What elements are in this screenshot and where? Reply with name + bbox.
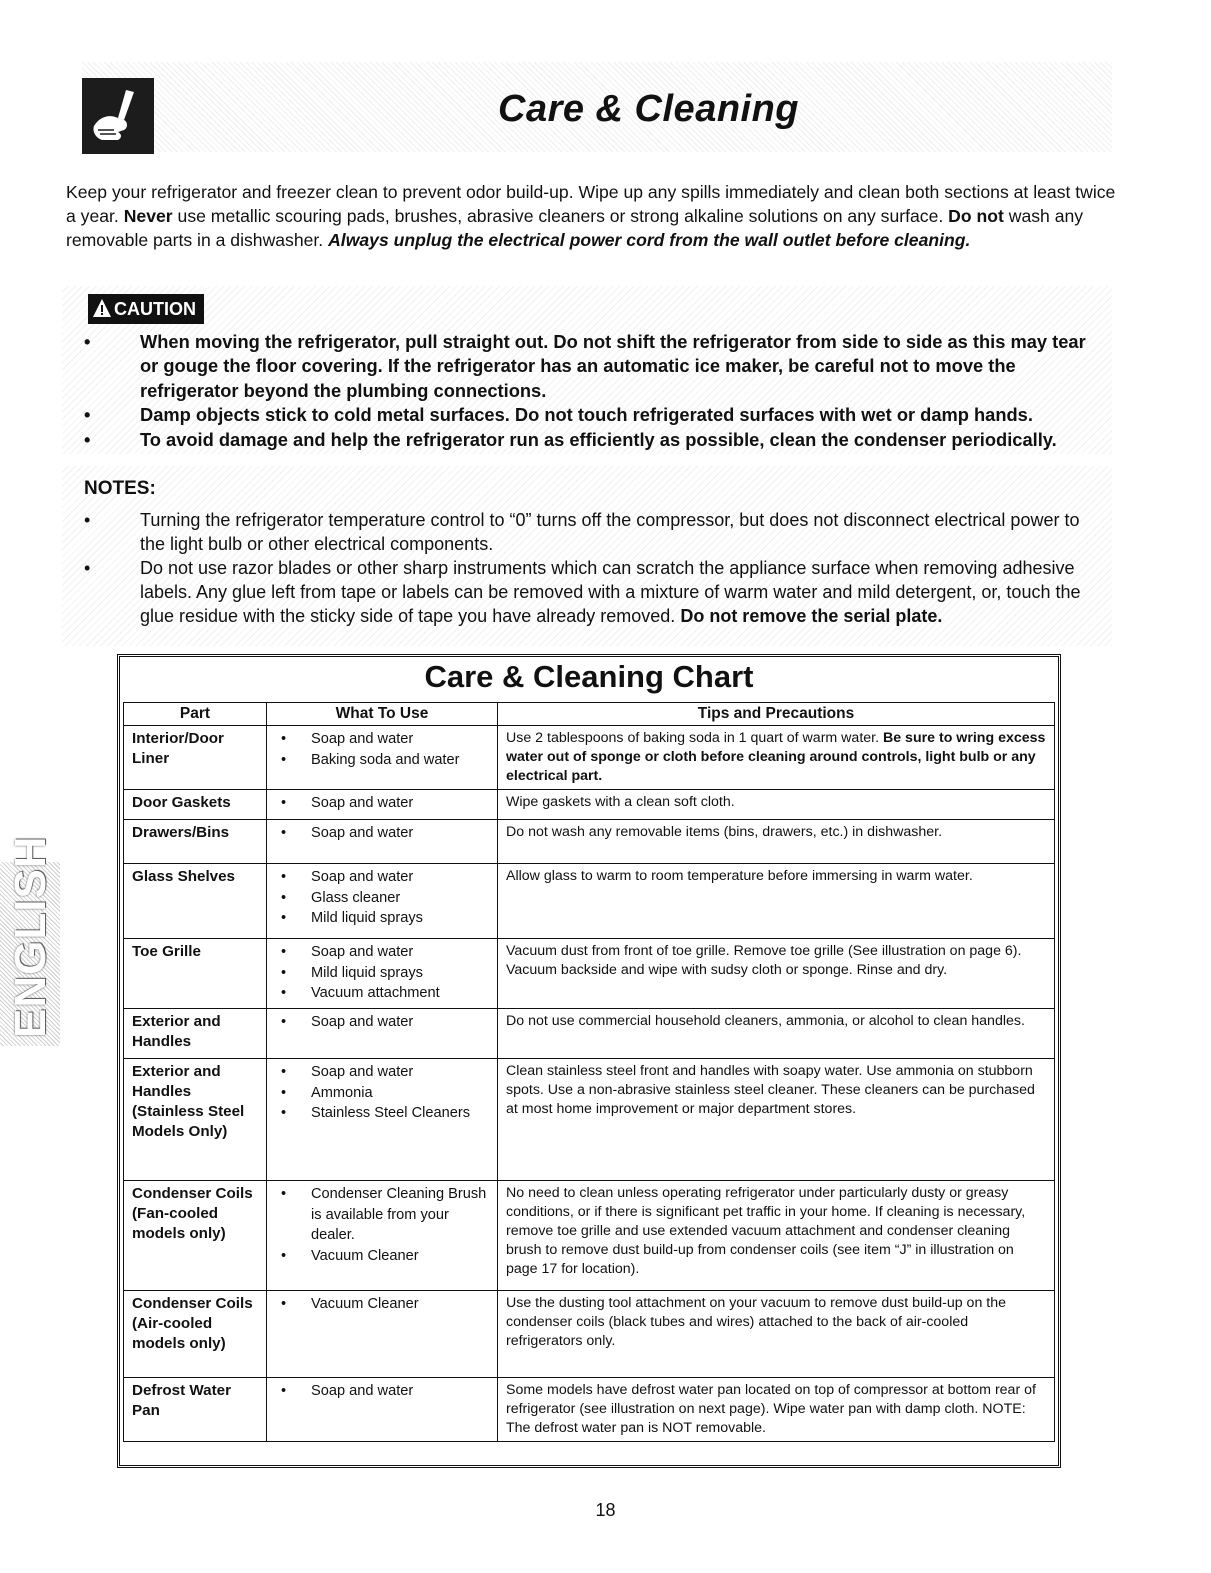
caution-label: CAUTION [114, 299, 196, 319]
use-item: • Soap and water [279, 1062, 489, 1083]
table-row [124, 1059, 1055, 1181]
table-body [124, 726, 1055, 1442]
what-to-use-cell [267, 726, 498, 790]
tips-text: Clean stainless steel front and handles with soapy water. Use ammonia on stubborn spots. Use a non-abrasive stainless steel cleaner. These cleaners can be purchased at most home improvement or major department stores. [506, 1063, 1035, 1117]
intro-text-1: Keep your refrigerator and freezer clean to prevent odor build-up. Wipe up any spills immediately and clean both sections at least twice a year. [66, 182, 1116, 226]
what-to-use-cell [267, 790, 498, 820]
tips-text: Some models have defrost water pan located on top of compressor at bottom rear of refrigerator (see illustration on next page). Wipe water pan with damp cloth. NOTE: The defrost water pan is NOT removable. [506, 1382, 1036, 1436]
use-item: • Mild liquid sprays [279, 963, 489, 984]
warning-triangle-icon [92, 298, 112, 318]
intro-do-not: Do not [948, 206, 1004, 226]
tips-text: Do not wash any removable items (bins, drawers, etc.) in dishwasher. [506, 824, 943, 840]
note-item: • Do not use razor blades or other sharp instruments which can scratch the appliance surface when removing adhesive labels. Any glue left from tape or labels can be removed with a mixture of warm water and mild detergent, or, touch the glue residue with the sticky side of tape you have already removed. Do not remove the serial plate. [84, 558, 1081, 626]
table-row [124, 1291, 1055, 1378]
use-item: • Condenser Cleaning Brush is available from your dealer. [279, 1184, 489, 1246]
language-side-tab [0, 835, 60, 1046]
use-item: • Soap and water [279, 729, 489, 750]
part-cell: Door Gaskets [124, 790, 267, 820]
tips-cell [498, 726, 1055, 790]
tips-cell [498, 1378, 1055, 1442]
tips-cell [498, 1181, 1055, 1291]
table-row [124, 790, 1055, 820]
part-cell: Exterior and Handles (Stainless Steel Models Only) [124, 1059, 267, 1181]
use-item: • Soap and water [279, 1012, 489, 1033]
notes-list [84, 508, 1084, 628]
what-to-use-cell [267, 1059, 498, 1181]
what-to-use-cell [267, 939, 498, 1009]
caution-list [84, 330, 1099, 452]
tips-cell [498, 864, 1055, 939]
what-to-use-cell [267, 1378, 498, 1442]
chart-title: Care & Cleaning Chart [424, 659, 754, 694]
what-to-use-cell [267, 864, 498, 939]
tips-cell [498, 939, 1055, 1009]
use-item: • Soap and water [279, 793, 489, 814]
part-cell: Glass Shelves [124, 864, 267, 939]
page-number: 18 [595, 1500, 616, 1520]
tips-text: Wipe gaskets with a clean soft cloth. [506, 794, 735, 810]
table-row [124, 820, 1055, 864]
hand-cleaning-icon [82, 78, 154, 154]
use-item: • Baking soda and water [279, 750, 489, 771]
part-cell: Interior/Door Liner [124, 726, 267, 790]
caution-item: • When moving the refrigerator, pull straight out. Do not shift the refrigerator from side to side as this may tear or gouge the floor covering. If the refrigerator has an automatic ice maker, be careful not to move the refrigerator beyond the plumbing connections. [84, 331, 1086, 401]
intro-unplug-warning: Always unplug the electrical power cord from the wall outlet before cleaning. [328, 230, 971, 250]
table-row [124, 1009, 1055, 1059]
intro-never: Never [123, 206, 173, 226]
tips-warning: Be sure to wring excess water out of sponge or cloth before cleaning around controls, light bulb or any electrical part. [506, 730, 1046, 784]
table-header-row [124, 703, 1055, 726]
caution-item: • To avoid damage and help the refrigerator run as efficiently as possible, clean the condenser periodically. [84, 428, 1057, 450]
caution-item: • Damp objects stick to cold metal surfaces. Do not touch refrigerated surfaces with wet or damp hands. [84, 404, 1033, 426]
use-item: • Soap and water [279, 1381, 489, 1402]
intro-text-2: use metallic scouring pads, brushes, abrasive cleaners or strong alkaline solutions on any surface. [177, 206, 944, 226]
language-label: ENGLISH [6, 835, 55, 1038]
tips-text: Do not use commercial household cleaners, ammonia, or alcohol to clean handles. [506, 1013, 1025, 1029]
table-row [124, 1378, 1055, 1442]
what-to-use-cell [267, 1291, 498, 1378]
part-cell: Toe Grille [124, 939, 267, 1009]
tips-cell [498, 820, 1055, 864]
tips-text: Use 2 tablespoons of baking soda in 1 quart of warm water. [506, 730, 880, 746]
what-to-use-cell [267, 1009, 498, 1059]
note-item: • Turning the refrigerator temperature control to “0” turns off the compressor, but does not disconnect electrical power to the light bulb or other electrical components. [84, 510, 1080, 554]
table-row [124, 864, 1055, 939]
what-to-use-cell [267, 820, 498, 864]
use-item: • Soap and water [279, 942, 489, 963]
use-item: • Vacuum Cleaner [279, 1294, 489, 1315]
use-item: • Soap and water [279, 823, 489, 844]
notes-title: NOTES: [84, 478, 156, 499]
part-cell: Drawers/Bins [124, 820, 267, 864]
part-cell: Defrost Water Pan [124, 1378, 267, 1442]
use-item: • Glass cleaner [279, 888, 489, 909]
use-item: • Ammonia [279, 1083, 489, 1104]
tips-text: Allow glass to warm to room temperature before immersing in warm water. [506, 868, 973, 884]
care-cleaning-table [123, 702, 1055, 1442]
serial-plate-warning: Do not remove the serial plate. [680, 606, 943, 626]
tips-cell [498, 1009, 1055, 1059]
what-to-use-cell [267, 1181, 498, 1291]
page-title: Care & Cleaning [498, 88, 800, 130]
tips-text: No need to clean unless operating refrigerator under particularly dusty or greasy conditions, or if there is significant pet traffic in your home. If cleaning is necessary, remove toe grille and use extended vacuum attachment and condenser cleaning brush to remove dust build-up from condenser coils (see item “J” in illustration on page 17 for location). [506, 1185, 1026, 1277]
tips-text: Use the dusting tool attachment on your vacuum to remove dust build-up on the condenser coils (black tubes and wires) attached to the back of air-cooled refrigerators only. [506, 1295, 1007, 1349]
part-cell: Exterior and Handles [124, 1009, 267, 1059]
part-cell: Condenser Coils (Air-cooled models only) [124, 1291, 267, 1378]
caution-badge [88, 294, 204, 324]
tips-cell [498, 790, 1055, 820]
header-part: Part [124, 703, 267, 726]
care-cleaning-chart [117, 654, 1061, 1468]
tips-cell [498, 1291, 1055, 1378]
table-row [124, 726, 1055, 790]
use-item: • Vacuum Cleaner [279, 1246, 489, 1267]
tips-cell [498, 1059, 1055, 1181]
table-row [124, 1181, 1055, 1291]
intro-text-3: wash any removable parts in a dishwasher. [66, 206, 1084, 250]
use-item: • Soap and water [279, 867, 489, 888]
intro-paragraph [66, 180, 1116, 252]
table-row [124, 939, 1055, 1009]
use-item: • Vacuum attachment [279, 983, 489, 1004]
use-item: • Stainless Steel Cleaners [279, 1103, 489, 1124]
use-item: • Mild liquid sprays [279, 908, 489, 929]
tips-text: Vacuum dust from front of toe grille. Remove toe grille (See illustration on page 6). Vacuum backside and wipe with sudsy cloth or sponge. Rinse and dry. [506, 943, 1022, 978]
part-cell: Condenser Coils (Fan-cooled models only) [124, 1181, 267, 1291]
header-what-to-use: What To Use [267, 703, 498, 726]
header-tips: Tips and Precautions [498, 703, 1055, 726]
